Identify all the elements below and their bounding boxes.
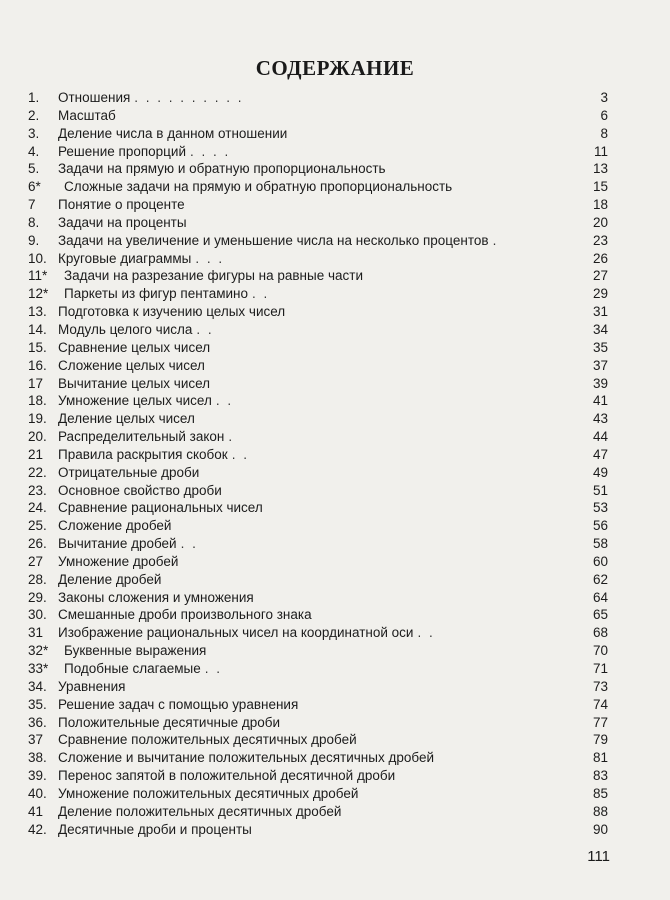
toc-entry-number: 13. xyxy=(28,304,47,320)
toc-entry-title: Подготовка к изучению целых чисел xyxy=(58,304,286,320)
toc-entry xyxy=(28,143,608,161)
toc-entry-number: 29. xyxy=(28,589,47,605)
toc-entry xyxy=(28,446,608,464)
toc-entry-number: 27 xyxy=(28,553,44,569)
toc-entry xyxy=(28,232,608,250)
toc-entry-page: 11 xyxy=(593,143,608,159)
toc-entry-number: 30. xyxy=(28,607,47,623)
toc-entry xyxy=(28,214,608,232)
toc-entry-title: Сложение и вычитание положительных десятичных дробей xyxy=(58,750,434,766)
toc-entry xyxy=(28,428,608,446)
toc-entry-page: 34 xyxy=(592,321,608,337)
toc-entry xyxy=(28,267,608,285)
toc-entry-page: 13 xyxy=(592,161,608,177)
toc-entry-number: 24. xyxy=(28,500,47,516)
toc-entry xyxy=(28,821,608,839)
table-of-contents xyxy=(28,89,608,838)
toc-entry-page: 43 xyxy=(592,411,608,427)
toc-entry-page: 65 xyxy=(592,607,608,623)
toc-entry-leader-dots: . . xyxy=(417,625,435,641)
toc-entry-page: 88 xyxy=(592,803,608,819)
toc-entry-leader-dots: . . xyxy=(231,446,249,462)
toc-entry-title: Сложение дробей xyxy=(58,518,172,534)
toc-entry-page: 47 xyxy=(592,446,608,462)
toc-entry-title: Законы сложения и умножения xyxy=(58,589,254,605)
toc-entry-title: Умножение положительных десятичных дробей xyxy=(58,785,359,801)
toc-entry-page: 49 xyxy=(592,464,608,480)
toc-entry xyxy=(28,499,608,517)
toc-entry-title: Буквенные выражения xyxy=(64,643,207,659)
toc-entry-leader-dots: . xyxy=(228,429,235,445)
toc-entry xyxy=(28,660,608,678)
toc-entry-page: 85 xyxy=(592,785,608,801)
toc-entry-page: 64 xyxy=(592,589,608,605)
toc-entry-title: Задачи на разрезание фигуры на равные части xyxy=(64,268,363,284)
toc-entry-number: 26. xyxy=(28,536,47,552)
toc-entry-number: 35. xyxy=(28,696,47,712)
toc-entry-title: Сложные задачи на прямую и обратную пропорциональность xyxy=(64,179,453,195)
toc-entry-title: Изображение рациональных чисел на координатной оси xyxy=(58,625,414,641)
toc-entry-number: 17 xyxy=(28,375,44,391)
toc-entry-leader-dots: . . xyxy=(204,661,222,676)
toc-entry-page: 3 xyxy=(600,90,608,105)
toc-entry-page: 58 xyxy=(592,536,608,552)
toc-entry-number: 9. xyxy=(28,232,40,248)
toc-entry xyxy=(28,464,608,482)
toc-entry-title: Понятие о проценте xyxy=(58,197,185,213)
toc-entry-number: 38. xyxy=(28,750,47,766)
toc-entry-page: 29 xyxy=(592,286,608,302)
toc-entry xyxy=(28,589,608,607)
toc-entry-page: 68 xyxy=(592,625,608,641)
toc-entry-title: Уравнения xyxy=(58,678,126,694)
toc-entry xyxy=(28,749,608,767)
toc-entry-number: 15. xyxy=(28,339,47,355)
toc-entry-number: 34. xyxy=(28,678,47,694)
toc-entry-title: Паркеты из фигур пентамино xyxy=(64,286,248,302)
toc-entry-title: Сравнение рациональных чисел xyxy=(58,500,263,516)
toc-entry-title: Деление положительных десятичных дробей xyxy=(58,803,342,819)
toc-entry xyxy=(28,178,608,196)
toc-entry-number: 6* xyxy=(28,179,41,195)
toc-entry-page: 39 xyxy=(592,375,608,391)
toc-entry xyxy=(28,392,608,410)
toc-entry-title: Модуль целого числа xyxy=(58,321,193,337)
toc-entry-page: 31 xyxy=(592,304,608,320)
toc-entry-page: 18 xyxy=(592,197,608,213)
toc-entry-number: 11* xyxy=(28,268,48,284)
toc-entry-page: 37 xyxy=(592,357,608,373)
toc-entry-number: 31 xyxy=(28,625,44,641)
toc-entry-number: 10. xyxy=(28,250,47,266)
toc-entry-number: 2. xyxy=(28,107,40,123)
toc-entry xyxy=(28,696,608,714)
toc-entry-page: 15 xyxy=(592,179,608,195)
toc-entry-page: 26 xyxy=(592,250,608,266)
toc-entry-page: 77 xyxy=(592,714,608,730)
toc-entry-number: 14. xyxy=(28,321,47,337)
toc-entry-leader-dots: . . . . xyxy=(189,143,231,159)
toc-entry-page: 20 xyxy=(592,214,608,230)
toc-entry xyxy=(28,125,608,143)
toc-entry-title: Основное свойство дроби xyxy=(58,482,222,498)
toc-entry-page: 23 xyxy=(592,232,608,248)
toc-entry-page: 81 xyxy=(592,750,608,766)
toc-entry-page: 71 xyxy=(592,661,608,676)
toc-entry-number: 12* xyxy=(28,286,49,302)
toc-entry-title: Сравнение положительных десятичных дробей xyxy=(58,732,357,748)
toc-entry-title: Задачи на увеличение и уменьшение числа на несколько процентов xyxy=(58,232,489,248)
toc-entry-number: 8. xyxy=(28,214,40,230)
toc-entry-title: Подобные слагаемые xyxy=(64,661,201,676)
toc-entry-leader-dots: . . xyxy=(251,286,270,302)
toc-entry xyxy=(28,803,608,821)
toc-entry-number: 4. xyxy=(28,143,40,159)
toc-entry-title: Деление целых чисел xyxy=(58,411,195,427)
toc-entry xyxy=(28,196,608,214)
toc-entry xyxy=(28,160,608,178)
toc-entry-title: Вычитание дробей xyxy=(58,536,177,552)
toc-entry xyxy=(28,517,608,535)
toc-entry-leader-dots: . . . xyxy=(195,250,225,266)
toc-entry xyxy=(28,410,608,428)
toc-entry xyxy=(28,731,608,749)
toc-entry xyxy=(28,321,608,339)
toc-entry xyxy=(28,767,608,785)
toc-entry-page: 62 xyxy=(592,571,608,587)
toc-entry-title: Задачи на проценты xyxy=(58,214,187,230)
toc-entry xyxy=(28,250,608,268)
toc-entry-page: 41 xyxy=(592,393,608,409)
toc-entry-number: 5. xyxy=(28,161,40,177)
toc-entry xyxy=(28,553,608,571)
toc-entry xyxy=(28,285,608,303)
toc-entry-title: Смешанные дроби произвольного знака xyxy=(58,607,312,623)
toc-entry-number: 40. xyxy=(28,785,47,801)
toc-entry xyxy=(28,535,608,553)
toc-entry-number: 19. xyxy=(28,411,47,427)
toc-entry-number: 41 xyxy=(28,803,44,819)
toc-entry-number: 28. xyxy=(28,571,47,587)
toc-entry-number: 1. xyxy=(28,90,40,105)
toc-entry-title: Положительные десятичные дроби xyxy=(58,714,281,730)
toc-entry-page: 6 xyxy=(600,107,608,123)
toc-entry-title: Отрицательные дроби xyxy=(58,464,200,480)
toc-entry-leader-dots: . . xyxy=(215,393,234,409)
toc-entry-number: 18. xyxy=(28,393,47,409)
toc-entry-number: 36. xyxy=(28,714,47,730)
toc-entry xyxy=(28,678,608,696)
toc-entry-number: 22. xyxy=(28,464,47,480)
toc-entry-number: 37 xyxy=(28,732,44,748)
toc-entry xyxy=(28,107,608,125)
toc-entry-title: Сложение целых чисел xyxy=(58,357,205,373)
toc-entry-page: 90 xyxy=(592,821,608,837)
toc-entry-title: Распределительный закон xyxy=(58,429,225,445)
toc-entry-page: 73 xyxy=(592,678,608,694)
toc-entry-leader-dots: . . xyxy=(196,321,214,337)
toc-entry-leader-dots: . xyxy=(492,232,499,248)
toc-entry-title: Решение задач с помощью уравнения xyxy=(58,696,299,712)
toc-entry-page: 56 xyxy=(592,518,608,534)
toc-entry-number: 3. xyxy=(28,125,40,141)
toc-entry xyxy=(28,624,608,642)
toc-entry-title: Решение пропорций xyxy=(58,143,186,159)
toc-entry-title: Умножение дробей xyxy=(58,553,179,569)
toc-entry-title: Задачи на прямую и обратную пропорциональность xyxy=(58,161,386,177)
page-title: СОДЕРЖАНИЕ xyxy=(255,56,415,80)
toc-entry-number: 42. xyxy=(28,821,47,837)
toc-entry xyxy=(28,642,608,660)
toc-entry-leader-dots: . . xyxy=(180,536,198,552)
toc-entry xyxy=(28,89,608,107)
toc-entry-title: Умножение целых чисел xyxy=(58,393,212,409)
toc-entry-page: 74 xyxy=(592,696,608,712)
toc-entry-title: Деление дробей xyxy=(58,571,162,587)
toc-entry-page: 53 xyxy=(592,500,608,516)
toc-entry-number: 7 xyxy=(28,197,36,213)
toc-entry-number: 23. xyxy=(28,482,47,498)
toc-entry xyxy=(28,785,608,803)
toc-entry xyxy=(28,606,608,624)
toc-entry-page: 44 xyxy=(592,429,608,445)
toc-entry xyxy=(28,357,608,375)
toc-entry-number: 16. xyxy=(28,357,47,373)
toc-entry-page: 27 xyxy=(592,268,608,284)
toc-entry xyxy=(28,375,608,393)
toc-entry-number: 39. xyxy=(28,768,47,784)
toc-entry xyxy=(28,714,608,732)
toc-entry-title: Деление числа в данном отношении xyxy=(58,125,288,141)
toc-entry-page: 70 xyxy=(592,643,608,659)
toc-entry xyxy=(28,339,608,357)
toc-entry-leader-dots: . . . . . . . . . . xyxy=(134,90,244,105)
toc-entry xyxy=(28,303,608,321)
toc-entry-page: 51 xyxy=(592,482,608,498)
page-number: 111 xyxy=(587,848,610,865)
toc-entry-title: Вычитание целых чисел xyxy=(58,375,211,391)
toc-entry-title: Масштаб xyxy=(58,107,116,123)
toc-entry-number: 20. xyxy=(28,429,47,445)
toc-entry-page: 35 xyxy=(592,339,608,355)
toc-entry-title: Отношения xyxy=(58,90,131,105)
toc-entry-page: 83 xyxy=(592,768,608,784)
toc-entry-page: 8 xyxy=(600,125,608,141)
toc-entry xyxy=(28,571,608,589)
toc-entry-title: Правила раскрытия скобок xyxy=(58,446,228,462)
toc-entry-page: 79 xyxy=(592,732,608,748)
toc-entry xyxy=(28,482,608,500)
toc-entry-title: Десятичные дроби и проценты xyxy=(58,821,252,837)
toc-entry-number: 21 xyxy=(28,446,44,462)
toc-entry-title: Перенос запятой в положительной десятичной дроби xyxy=(58,768,396,784)
toc-entry-number: 32* xyxy=(28,643,49,659)
toc-entry-page: 60 xyxy=(592,553,608,569)
toc-entry-title: Круговые диаграммы xyxy=(58,250,192,266)
toc-entry-number: 33* xyxy=(28,661,49,676)
toc-entry-title: Сравнение целых чисел xyxy=(58,339,211,355)
toc-entry-number: 25. xyxy=(28,518,47,534)
